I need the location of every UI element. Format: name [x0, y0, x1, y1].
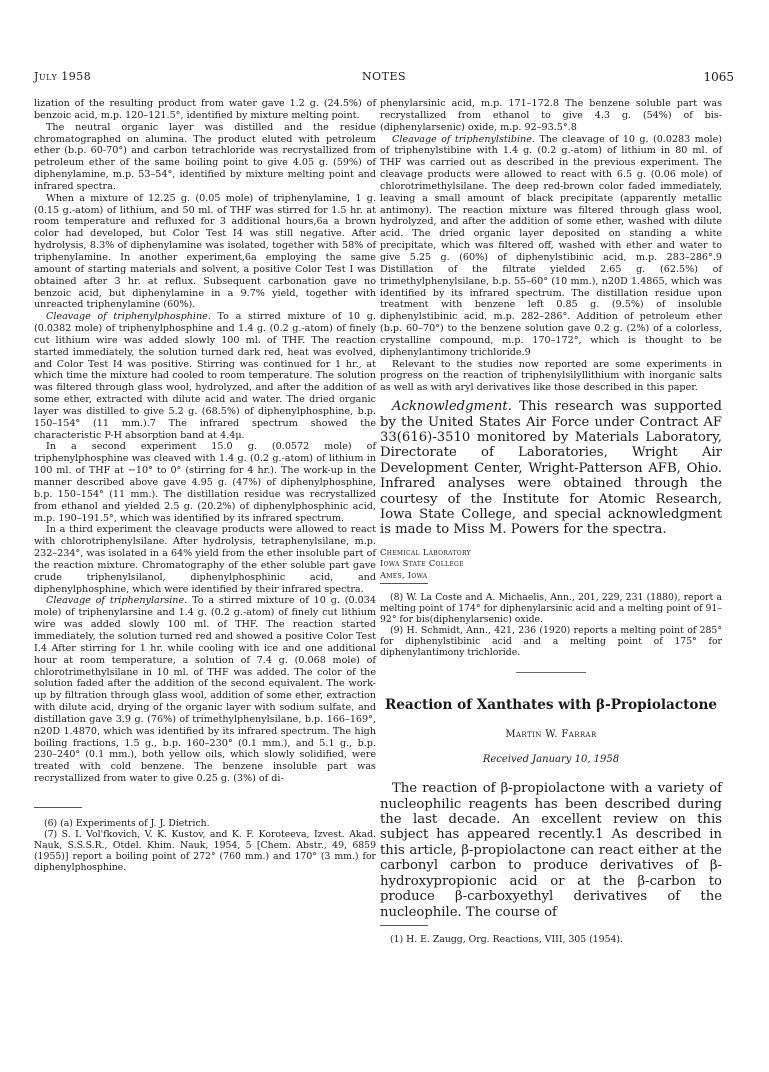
- article-title: Reaction of Xanthates with β-Propiolactone: [384, 697, 718, 714]
- affiliation-line: Ames, Iowa: [380, 569, 428, 580]
- acknowledgment: Acknowledgment. This research was supported by the United States Air Force under Contract AF 33(616)-3510 monitored by Materials Laboratory, Directorate of Laboratories, Wright Air Development Center, Wright-Patterson AFB, Ohio. Infrared analyses were obtained through the courtesy of the Institute for Atomic Research, Iowa State College, and special acknowledgment is made to Miss M. Powers for the spectra.: [380, 399, 722, 538]
- page-number: 1065: [703, 70, 734, 84]
- paragraph: phenylarsinic acid, m.p. 171–172.8 The benzene soluble part was recrystallized from ethanol to give 4.3 g. (54%) of bis-(diphenylarsenic) oxide, m.p. 92–93.5°.8: [380, 98, 722, 133]
- section-heading: Cleavage of triphenylphosphine.: [46, 311, 211, 323]
- right-column: [380, 98, 722, 945]
- paragraph: When a mixture of 12.25 g. (0.05 mole) of triphenylamine, 1 g. (0.15 g.-atom) of lithium, and 50 ml. of THF was stirred for 1.5 hr. at room temperature and refluxed for 3 additional hours,6a a brown color had developed, but Color Test I4 was still negative. After hydrolysis, 8.3% of diphenylamine was isolated, together with 58% of triphenylamine. In another experiment,6a employing the same amount of starting materials and solvent, a positive Color Test I was obtained after 3 hr. at reflux. Subsequent carbonation gave no benzoic acid, but diphenylamine in a 9.7% yield, together with unreacted triphenylamine (60%).: [34, 192, 376, 311]
- paragraph: Cleavage of triphenylarsine. To a stirred mixture of 10 g. (0.034 mole) of triphenylarsine and 1.4 g. (0.2 g.-atom) of finely cut lithium wire was added slowly 100 ml. of THF. The reaction started immediately, the solution turned red and showed a positive Color Test I.4 After stirring for 1 hr. while cooling with ice and one additional hour at room temperature, a solution of 7.4 g. (0.068 mole) of chlorotrimethylsilane in 10 ml. of THF was added. The color of the solution faded after the addition of the second equivalent. The work-up by filtration through glass wool, addition of some ether, extraction with dilute acid, drying of the organic layer with sodium sulfate, and distillation gave 3.9 g. (76%) of trimethylphenylsilane, b.p. 166–169°, n20D 1.4870, which was identified by its infrared spectrum. The high boiling fractions, 1.5 g., b.p. 160–230° (0.1 mm.), and 5.1 g., b.p. 230–240° (0.1 mm.), both yellow oils, which slowly solidified, were treated with cold benzene. The benzene insoluble part was recrystallized from water to give 0.25 g. (3%) of di-: [34, 595, 376, 785]
- paragraph: The neutral organic layer was distilled and the residue chromatographed on alumina. The product eluted with petroleum ether (b.p. 60-70°) and carbon tetrachloride was recrystallized from petroleum ether of the same boiling point to give 4.05 g. (59%) of diphenylamine, m.p. 53–54°, identified by mixture melting point and infrared spectra.: [34, 121, 376, 192]
- left-column: [34, 98, 376, 873]
- running-header: [34, 70, 734, 86]
- section-heading: Acknowledgment.: [392, 399, 512, 415]
- header-section: NOTES: [361, 70, 407, 83]
- header-date: July 1958: [34, 70, 92, 83]
- affiliation-line: Chemical Laboratory: [380, 546, 471, 557]
- paragraph: The reaction of β-propiolactone with a variety of nucleophilic reagents has been described during the last decade. An excellent review on this subject has appeared recently.1 As described in this article, β-propiolactone can react either at the carbonyl carbon to produce derivatives of β-hydroxypropionic acid or at the β-carbon to produce β-carboxyethyl derivatives of the nucleophile. The course of: [380, 781, 722, 920]
- footnote: (7) S. I. Vol'fkovich, V. K. Kustov, and K. F. Koroteeva, Izvest. Akad. Nauk, S.S.S.R., Otdel. Khim. Nauk, 1954, 5 [Chem. Abstr., 49, 6859 (1955)] report a boiling point of 272° (760 mm.) and 170° (3 mm.) for diphenylphosphine.: [34, 828, 376, 873]
- paragraph: In a third experiment the cleavage products were allowed to react with chlorotriphenylsilane. After hydrolysis, tetraphenylsilane, m.p. 232–234°, was isolated in a 64% yield from the ether insoluble part of the reaction mixture. Chromatography of the ether soluble part gave crude triphenylsilanol, diphenylphosphinic acid, and diphenylphosphine, which were identified by their infrared spectra.: [34, 524, 376, 595]
- footnote-divider: [380, 583, 428, 584]
- footnote: (8) W. La Coste and A. Michaelis, Ann., 201, 229, 231 (1880), report a melting point of 174° for diphenylarsinic acid and a melting point of 91–92° for bis(diphenylarsenic) oxide.: [380, 592, 722, 626]
- section-heading: Cleavage of triphenylarsine.: [46, 595, 188, 607]
- paragraph: lization of the resulting product from water gave 1.2 g. (24.5%) of benzoic acid, m.p. 120–121.5°, identified by mixture melting point.: [34, 98, 376, 121]
- author: Martin W. Farrar: [505, 729, 597, 741]
- paragraph: Cleavage of triphenylstibine. The cleavage of 10 g. (0.0283 mole) of triphenylstibine with 1.4 g. (0.2 g.-atom) of lithium in 80 ml. of THF was carried out as described in the previous experiment. The cleavage products were allowed to react with 6.5 g. (0.06 mole) of chlorotrimethylsilane. The deep red-brown color faded immediately, leaving a small amount of black precipitate (apparently metallic antimony). The reaction mixture was filtered through glass wool, hydrolyzed, and after the addition of some ether, washed with dilute acid. The dried organic layer deposited on standing a white precipitate, which was filtered off, washed with ether and water to give 5.25 g. (60%) of diphenylstibinic acid, m.p. 283–286°.9 Distillation of the filtrate yielded 2.65 g. (62.5%) of trimethylphenylsilane, b.p. 55–60° (10 mm.), n20D 1.4865, which was identified by its infrared spectrum. The distillation residue upon treatment with benzene left 0.85 g. (9.5%) of insoluble diphenylstibinic acid, m.p. 282–286°. Addition of petroleum ether (b.p. 60–70°) to the benzene solution gave 0.2 g. (2%) of a colorless, crystalline compound, m.p. 170–172°, which is thought to be diphenylantimony trichloride.9: [380, 133, 722, 358]
- paragraph: Relevant to the studies now reported are some experiments in progress on the reaction of triphenylsilyllithium with inorganic salts as well as with aryl derivatives like those described in this paper.: [380, 358, 722, 394]
- section-heading: Cleavage of triphenylstibine.: [392, 133, 535, 145]
- paragraph: In a second experiment 15.0 g. (0.0572 mole) of triphenylphosphine was cleaved with 1.4 g. (0.2 g.-atom) of lithium in 100 ml. of THF at −10° to 0° (stirring for 4 hr.). The work-up in the manner described above gave 4.95 g. (47%) of diphenylphosphine, b.p. 150–154° (11 mm.). The distillation residue was recrystallized from ethanol and yielded 2.5 g. (20.2%) of diphenylphosphinic acid, m.p. 190–191.5°, which was identified by its infrared spectrum.: [34, 441, 376, 524]
- footnote: (6) (a) Experiments of J. J. Dietrich.: [44, 817, 210, 829]
- paragraph: Cleavage of triphenylphosphine. To a stirred mixture of 10 g. (0.0382 mole) of triphenylphosphine and 1.4 g. (0.2 g.-atom) of finely cut lithium wire was added slowly 100 ml. of THF. The reaction started immediately, the solution turned dark red, heat was evolved, and Color Test I4 was positive. Stirring was continued for 1 hr., at which time the mixture had cooled to room temperature. The solution was filtered through glass wool, hydrolyzed, and after the addition of some ether, extracted with dilute acid and water. The dried organic layer was distilled to give 5.2 g. (68.5%) of diphenylphosphine, b.p. 150–154° (11 mm.).7 The infrared spectrum showed the characteristic P-H absorption band at 4.4μ.: [34, 311, 376, 441]
- section-divider: [516, 672, 586, 673]
- received-date: Received January 10, 1958: [482, 754, 620, 766]
- affiliation-line: Iowa State College: [380, 558, 464, 569]
- footnote: (9) H. Schmidt, Ann., 421, 236 (1920) reports a melting point of 285° for diphenylstibinic acid and a melting point of 175° for diphenylantimony trichloride.: [380, 625, 722, 659]
- footnote-divider: [380, 925, 428, 926]
- affiliation: [380, 547, 722, 582]
- footnote: (1) H. E. Zaugg, Org. Reactions, VIII, 305 (1954).: [390, 933, 624, 945]
- footnote-divider: [34, 807, 82, 808]
